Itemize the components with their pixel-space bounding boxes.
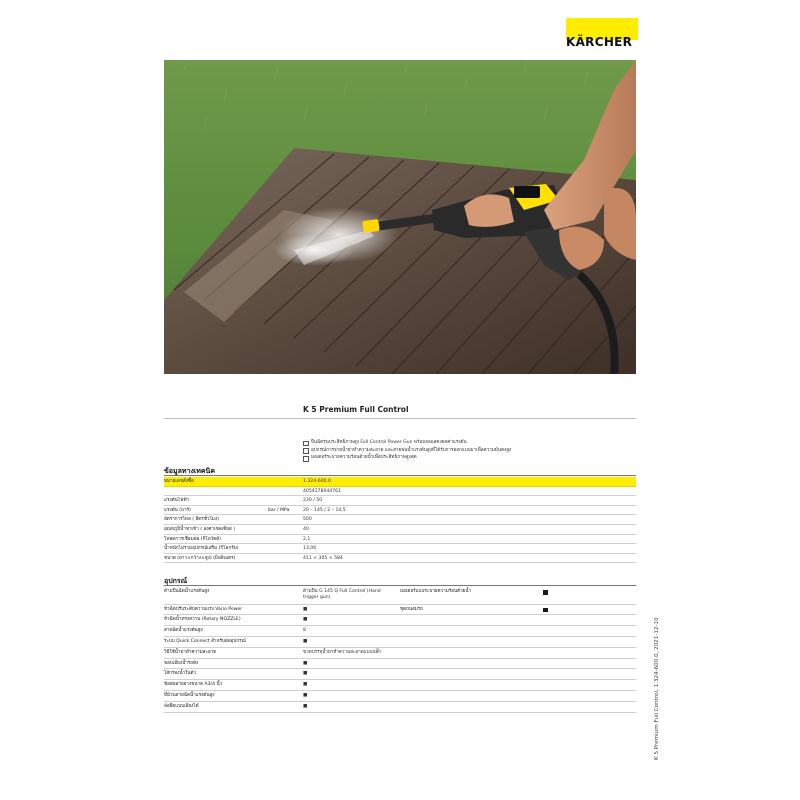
spec-row-weight xyxy=(164,544,636,554)
accessory-value: 8 xyxy=(303,628,306,634)
logo-text: KÄRCHER xyxy=(566,35,633,49)
spec-value: 1.324-600.0 xyxy=(303,479,331,484)
accessory-value: ■ xyxy=(303,682,308,688)
spec-label: หมายเลขสั่งซื้อ xyxy=(164,479,194,484)
accessory-label: ขอบเอียงน้ำรถดัง xyxy=(164,660,199,666)
accessory-row xyxy=(164,648,636,659)
title-divider xyxy=(164,418,636,419)
spec-value: 13,06 xyxy=(303,546,317,552)
spec-label: แรงดัน (บาร์) xyxy=(164,507,191,513)
accessory-row xyxy=(164,680,636,691)
accessory-label: หัวฉีดปรับระดับความแรง Vario Power xyxy=(164,606,243,612)
accessory-value: ■ xyxy=(303,617,308,623)
accessory-label: ด้ามปืนฉีดน้ำแรงดันสูง xyxy=(164,589,210,594)
spec-label: น้ำหนักไม่รวมอุปกรณ์เสริม (กิโลกรัม) xyxy=(164,546,239,552)
accessory-value: ด้ามปืน G 145 Q Full Control (Hand trigger gun) xyxy=(303,589,381,600)
spec-value: 230 / 50 xyxy=(303,498,323,504)
spec-unit: bar / MPa xyxy=(268,507,290,513)
accessory-value: ■ xyxy=(303,638,308,644)
spec-row-ean xyxy=(164,487,636,497)
accessory-row xyxy=(164,626,636,637)
specs-section-title: ข้อมูลทางเทคนิค xyxy=(164,466,636,476)
accessories-table xyxy=(164,587,636,713)
accessory-label-right: มอเตอร์แบบระบายความร้อนด้วยน้ำ xyxy=(400,589,472,594)
spec-value: 20 – 145 / 2 – 14,5 xyxy=(303,507,346,513)
spec-value: 500 xyxy=(303,517,312,523)
spec-label: ขนาด (ยาว×กว้าง×สูง) (มิลลิเมตร) xyxy=(164,555,236,561)
accessories-section-title: อุปกรณ์ xyxy=(164,576,636,586)
spec-value: 411 × 305 × 584 xyxy=(303,555,343,561)
spec-row-order-number xyxy=(164,477,636,487)
accessory-label: ข้อต่อสายยางขนาด A3/4 นิ้ว xyxy=(164,682,223,688)
spec-row-inlet-temperature xyxy=(164,525,636,535)
specs-table xyxy=(164,477,636,563)
accessory-label-right: ชุดถนอมรถ xyxy=(400,606,424,612)
accessory-value: ■ xyxy=(303,692,308,698)
accessory-value: ■ xyxy=(303,606,308,612)
spec-value: 2,1 xyxy=(303,536,311,542)
product-photo xyxy=(164,60,636,374)
spec-value: 4054278044761 xyxy=(303,488,341,494)
spec-row-pressure xyxy=(164,506,636,516)
spec-label: โหลดการเชื่อมต่อ (กิโลวัตต์) xyxy=(164,536,221,542)
accessory-row xyxy=(164,637,636,648)
accessory-row xyxy=(164,669,636,680)
spec-value: 40 xyxy=(303,526,309,532)
accessory-row xyxy=(164,702,636,713)
accessory-value: ขวดบรรจุน้ำยาทำความสะอาดแบบปลั๊ก xyxy=(303,649,382,655)
accessory-label: ระบบ Quick Connect สำหรับต่ออุปกรณ์ xyxy=(164,638,246,644)
accessory-label: ล้อยึดแบบเอียงได้ xyxy=(164,703,199,709)
accessory-row xyxy=(164,691,636,702)
karcher-logo xyxy=(562,14,638,60)
accessory-row xyxy=(164,615,636,626)
accessory-label: วิธีใช้น้ำยาทำความสะอาด xyxy=(164,649,217,655)
spec-row-flow-rate xyxy=(164,515,636,525)
feature-item: มอเตอร์ระบายความร้อนด้วยน้ำเพื่อประสิทธิภาพสูงสุด xyxy=(303,454,511,462)
accessory-value: ■ xyxy=(303,660,308,666)
feature-item: อุปกรณ์การจ่ายน้ำยาทำความสะอาด และสายพ่นน้ำแรงดันสูงที่ได้รับการออกแบบมาเพื่อความมั่นคงสูง xyxy=(303,447,511,455)
spec-row-voltage xyxy=(164,496,636,506)
feature-item: ปืนฉีดรุ่นประสิทธิภาพสูง Full Control Power Gun พร้อมจอแสดงผลค่าแรงดัน xyxy=(303,439,511,447)
spec-row-dimensions xyxy=(164,554,636,564)
accessory-row xyxy=(164,587,636,605)
spec-label: แรงดันไฟฟ้า xyxy=(164,498,190,504)
product-title: K 5 Premium Full Control xyxy=(303,405,409,414)
spec-label: อัตราการไหล ( ลิตรชั่วโมง) xyxy=(164,517,219,523)
spec-label: อุณหภูมิน้ำขาเข้า ( องศาเซลเซียส ) xyxy=(164,526,235,532)
accessory-label: ที่ม้วนสายฉีดน้ำแรงดันสูง xyxy=(164,692,215,698)
accessory-row xyxy=(164,659,636,670)
spec-row-connected-load xyxy=(164,535,636,545)
accessory-value: ■ xyxy=(303,671,308,677)
document-footer: K 5 Premium Full Control, 1.324-600.0, 2021-12-10 xyxy=(654,617,660,760)
included-mark-icon xyxy=(543,590,548,595)
included-mark-icon xyxy=(543,608,548,613)
feature-list xyxy=(303,439,511,462)
accessory-label: สายฉีดน้ำแรงดันสูง xyxy=(164,628,203,634)
accessory-label: ไส้กรองน้ำในตัว xyxy=(164,671,197,677)
accessory-value: ■ xyxy=(303,703,308,709)
accessory-label: หัวฉีดน้ำทรงสว่าน (Rotary NOZZLE) xyxy=(164,617,241,623)
accessory-row xyxy=(164,605,636,616)
